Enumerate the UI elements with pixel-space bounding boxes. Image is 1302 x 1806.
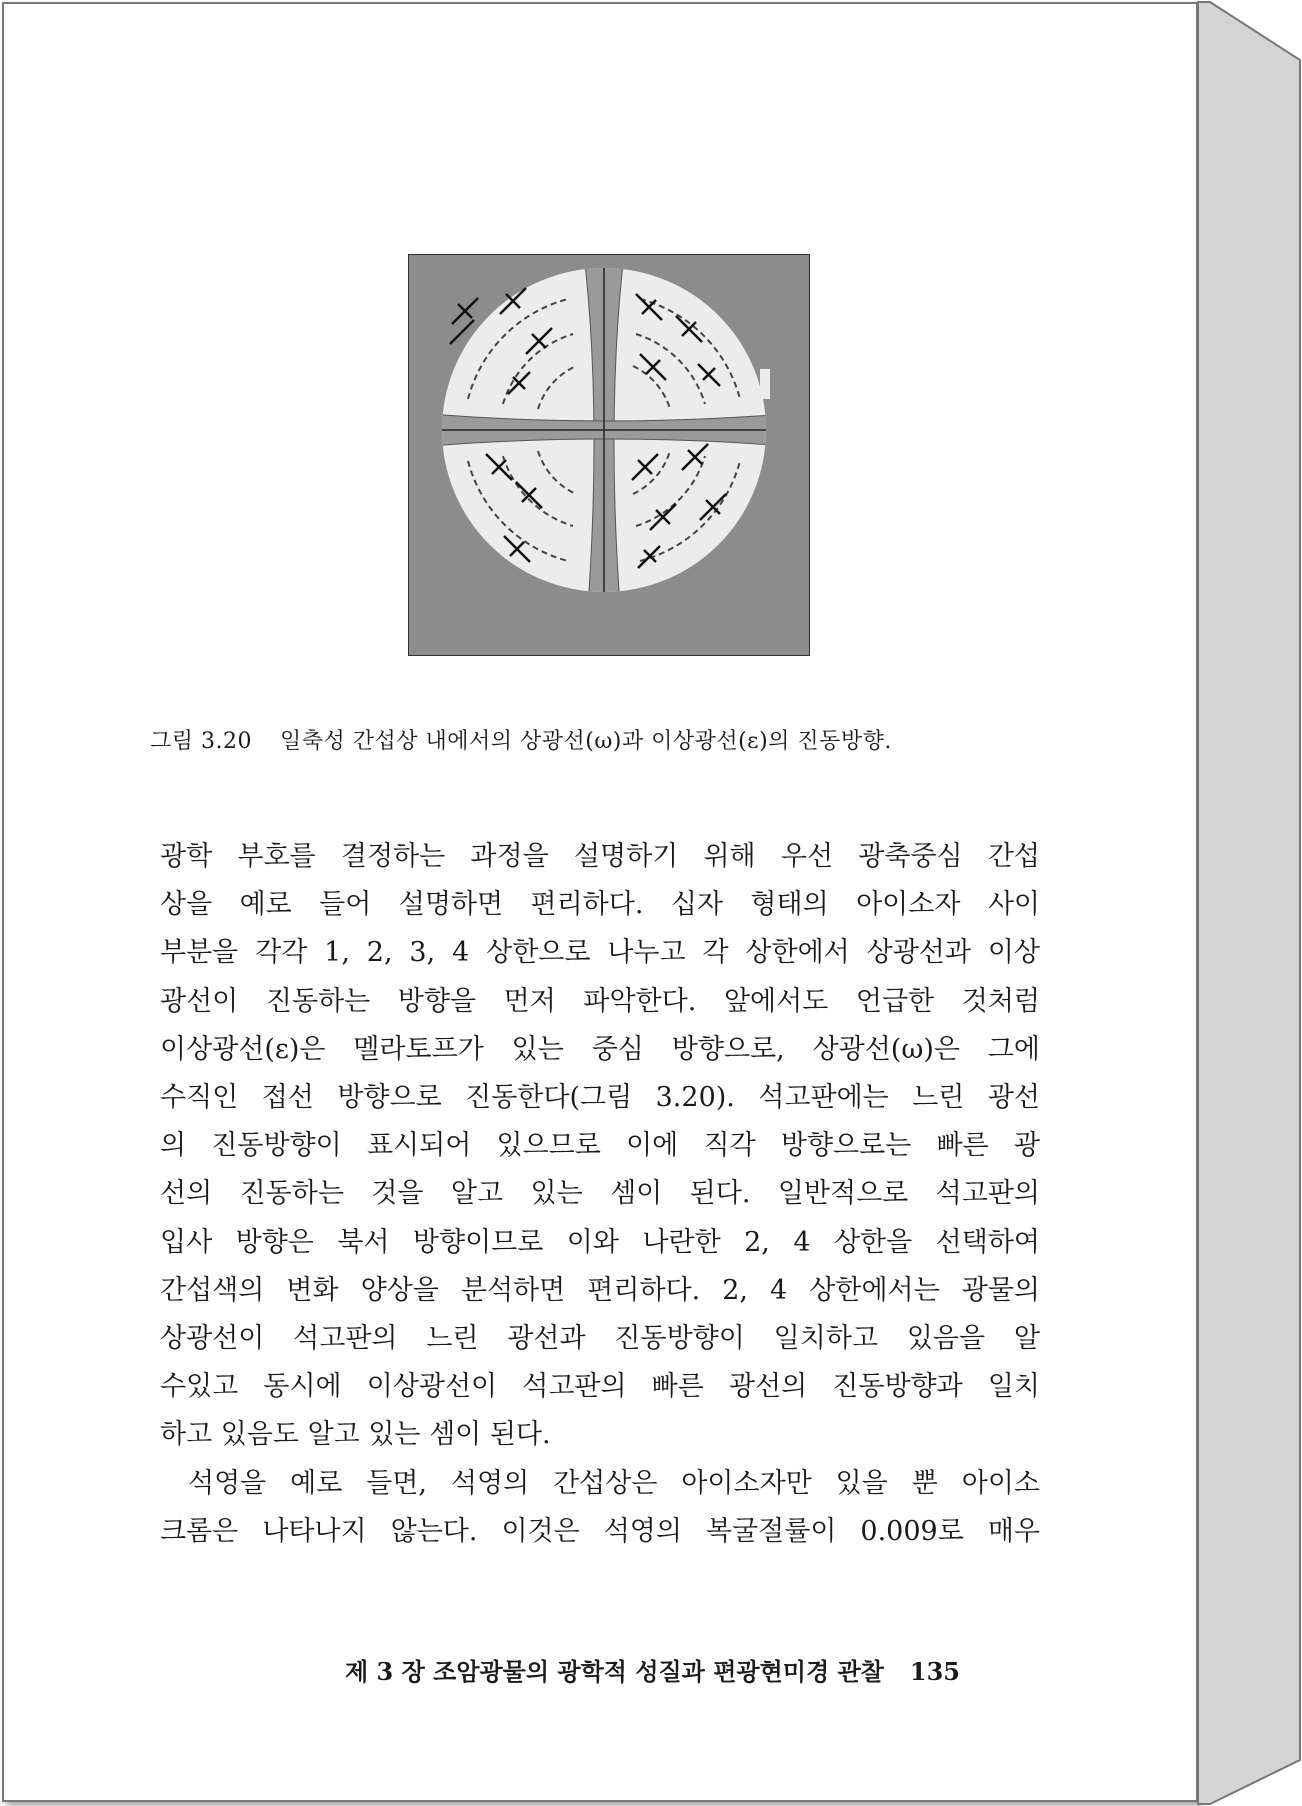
interference-figure	[408, 254, 810, 656]
page-footer	[345, 1652, 1065, 1687]
text-line: 선의 진동하는 것을 알고 있는 셈이 된다. 일반적으로 석고판의	[160, 1178, 1040, 1210]
text-line: 간섭색의 변화 양상을 분석하면 편리하다. 2, 4 상한에서는 광물의	[160, 1274, 1040, 1306]
figure-caption	[150, 724, 1050, 755]
text-line: 광학 부호를 결정하는 과정을 설명하기 위해 우선 광축중심 간섭	[160, 841, 1040, 872]
text-line: 크롬은 나타나지 않는다. 이것은 석영의 복굴절률이 0.009로 매우	[160, 1515, 1040, 1547]
text-line: 수직인 접선 방향으로 진동한다(그림 3.20). 석고판에는 느린 광선	[160, 1082, 1040, 1114]
chapter-title: 제 3 장 조암광물의 광학적 성질과 편광현미경 관찰	[345, 1657, 884, 1686]
page-number: 135	[909, 1657, 960, 1686]
text-line: 수있고 동시에 이상광선이 석고판의 빠른 광선의 진동방향과 일치	[160, 1371, 1040, 1403]
figure-label: 그림 3.20	[150, 729, 252, 754]
text-line: 하고 있음도 알고 있는 셈이 된다.	[160, 1419, 551, 1451]
text-line: 부분을 각각 1, 2, 3, 4 상한으로 나누고 각 상한에서 상광선과 이상	[160, 937, 1040, 969]
text-line: 석영을 예로 들면, 석영의 간섭상은 아이소자만 있을 뿐 아이소	[188, 1467, 1040, 1499]
body-text	[160, 833, 1040, 1556]
caption-text: 일축성 간섭상 내에서의 상광선(ω)과 이상광선(ε)의 진동방향.	[279, 729, 892, 754]
text-line: 상을 예로 들어 설명하면 편리하다. 십자 형태의 아이소자 사이	[160, 889, 1040, 921]
text-line: 의 진동방향이 표시되어 있으므로 이에 직각 방향으로는 빠른 광	[160, 1130, 1040, 1162]
text-line: 입사 방향은 북서 방향이므로 이와 나란한 2, 4 상한을 선택하여	[160, 1226, 1040, 1258]
text-line: 광선이 진동하는 방향을 먼저 파악한다. 앞에서도 언급한 것처럼	[160, 985, 1040, 1017]
text-line: 이상광선(ε)은 멜라토프가 있는 중심 방향으로, 상광선(ω)은 그에	[160, 1033, 1040, 1065]
text-line: 상광선이 석고판의 느린 광선과 진동방향이 일치하고 있음을 알	[160, 1323, 1040, 1355]
